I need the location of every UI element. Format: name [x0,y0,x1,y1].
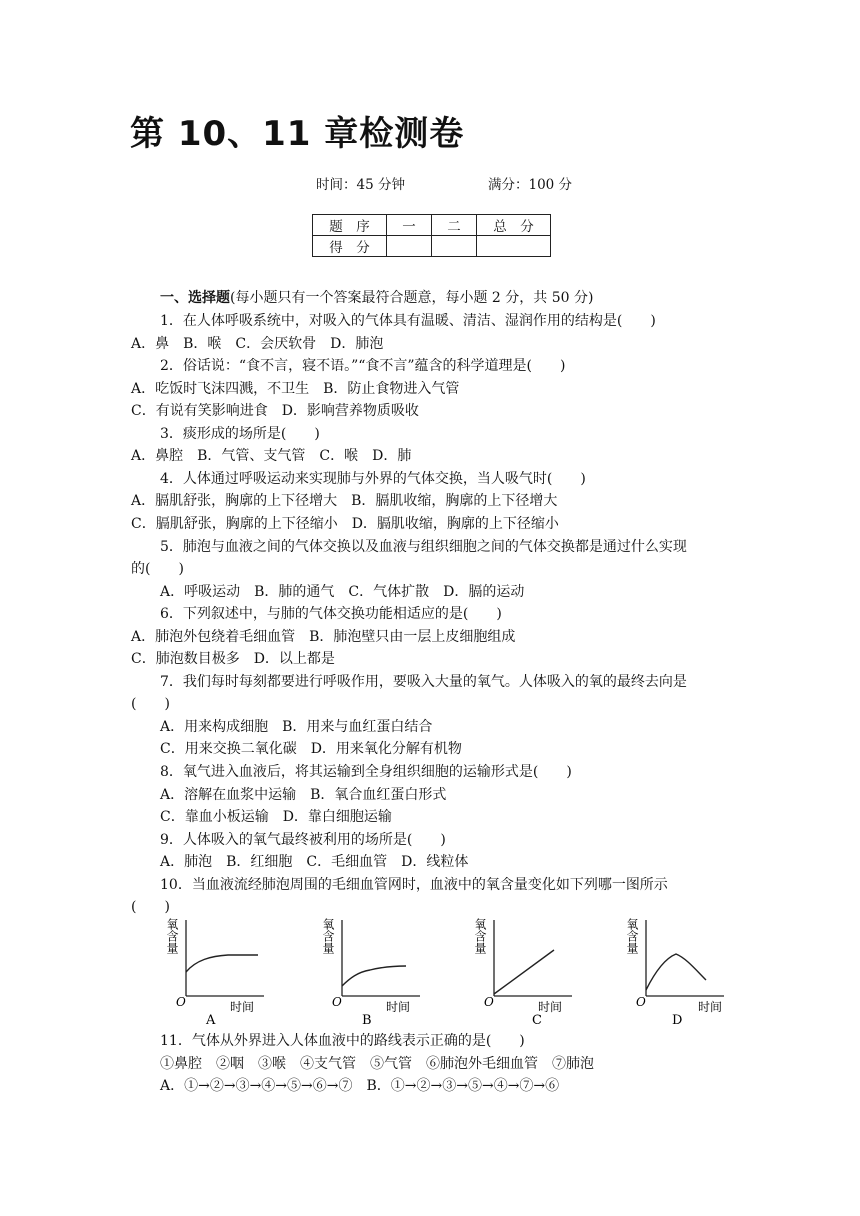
question-line: 4．人体通过呼吸运动来实现肺与外界的气体交换，当人吸气时( ) [160,470,586,487]
question-line: A．肺泡 B．红细胞 C．毛细血管 D．线粒体 [160,854,469,871]
graph-c [474,914,584,1034]
question-line: A．膈肌舒张，胸廓的上下径增大 B．膈肌收缩，胸廓的上下径增大 [131,493,558,510]
question-line: C．肺泡数目极多 D．以上都是 [131,651,335,668]
question-line: 的( ) [131,561,184,578]
time-limit: 时间：45 分钟 [316,177,405,193]
score-row-label: 得 分 [313,236,387,257]
graph-a-letter: A [206,1013,216,1028]
score-header-order: 题 序 [313,215,387,236]
graph-c-svg [474,914,584,1030]
graph-b-origin: O [332,995,342,1009]
graph-a-svg [166,914,276,1030]
graph-d-letter: D [672,1013,683,1028]
page-title: 第 10、11 章检测卷 [130,114,465,154]
graph-d-ylabel: 氧含量 [626,918,639,954]
score-cell-total [477,236,551,257]
graph-b-ylabel: 氧含量 [322,918,335,954]
question-line: 8．氧气进入血液后，将其运输到全身组织细胞的运输形式是( ) [160,764,572,780]
section-title: 一、选择题 [160,290,230,306]
question-line: 2．俗话说：“食不言，寝不语。”“食不言”蕴含的科学道理是( ) [160,358,566,375]
question-line: 7．我们每时每刻都要进行呼吸作用，要吸入大量的氧气。人体吸入的氧的最终去向是 [160,673,687,690]
graph-a-origin: O [176,995,186,1009]
full-score: 满分：100 分 [488,177,573,193]
question-line: A．鼻 B．喉 C．会厌软骨 D．肺泡 [131,335,384,352]
question-line: C．靠血小板运输 D．靠白细胞运输 [160,809,392,826]
question-line: 5．肺泡与血液之间的气体交换以及血液与组织细胞之间的气体交换都是通过什么实现 [160,538,687,555]
question-line: A．呼吸运动 B．肺的通气 C．气体扩散 D．膈的运动 [160,583,525,600]
question-line: A．用来构成细胞 B．用来与血红蛋白结合 [160,718,433,735]
question-line: A．鼻腔 B．气管、支气管 C．喉 D．肺 [131,448,412,465]
graph-b-svg [322,914,432,1030]
question-line: ( ) [131,899,170,916]
section-heading [160,287,593,307]
question-line: ( ) [131,696,170,713]
question-line: 6．下列叙述中，与肺的气体交换功能相适应的是( ) [160,606,502,623]
section-description: (每小题只有一个答案最符合题意，每小题 2 分，共 50 分) [230,290,594,306]
graph-d-svg [626,914,736,1030]
question-line: A．①→②→③→④→⑤→⑥→⑦ B．①→②→③→⑤→④→⑦→⑥ [160,1078,560,1094]
question-line: 9．人体吸入的氧气最终被利用的场所是( ) [160,831,446,848]
graph-c-origin: O [484,995,494,1009]
graph-c-xlabel: 时间 [538,1000,563,1014]
score-header-part2: 二 [432,215,477,236]
graph-a-ylabel: 氧含量 [166,918,179,954]
question-line: C．膈肌舒张，胸廓的上下径缩小 D．膈肌收缩，胸廓的上下径缩小 [131,515,559,532]
graph-b-xlabel: 时间 [386,1000,411,1014]
question-line: 10．当血液流经肺泡周围的毛细血管网时，血液中的氧含量变化如下列哪一图所示 [160,876,668,893]
question-line: 1．在人体呼吸系统中，对吸入的气体具有温暖、清洁、湿润作用的结构是( ) [160,313,656,329]
graph-b-letter: B [362,1013,372,1028]
score-header-total: 总 分 [477,215,551,236]
question-line: A．肺泡外包绕着毛细血管 B．肺泡壁只由一层上皮细胞组成 [131,628,516,645]
score-cell-part1 [387,236,432,257]
graph-a-xlabel: 时间 [230,1000,255,1014]
graph-c-letter: C [532,1013,542,1028]
question-line: ①鼻腔 ②咽 ③喉 ④支气管 ⑤气管 ⑥肺泡外毛细血管 ⑦肺泡 [160,1055,594,1072]
question-line: A．吃饭时飞沫四溅，不卫生 B．防止食物进入气管 [131,380,460,397]
question-line: A．溶解在血浆中运输 B．氧合血红蛋白形式 [160,786,447,803]
graph-b [322,914,432,1034]
score-header-part1: 一 [387,215,432,236]
question-line: 11．气体从外界进入人体血液中的路线表示正确的是( ) [160,1033,525,1049]
question-line: C．有说有笑影响进食 D．影响营养物质吸收 [131,403,419,420]
graph-a [166,914,276,1034]
graph-d-xlabel: 时间 [698,1000,723,1014]
score-table [312,214,551,257]
graph-d-origin: O [636,995,646,1009]
graph-d [626,914,736,1034]
graph-c-ylabel: 氧含量 [474,918,487,954]
score-cell-part2 [432,236,477,257]
question-line: C．用来交换二氧化碳 D．用来氧化分解有机物 [160,741,462,758]
question-line: 3．痰形成的场所是( ) [160,425,320,442]
